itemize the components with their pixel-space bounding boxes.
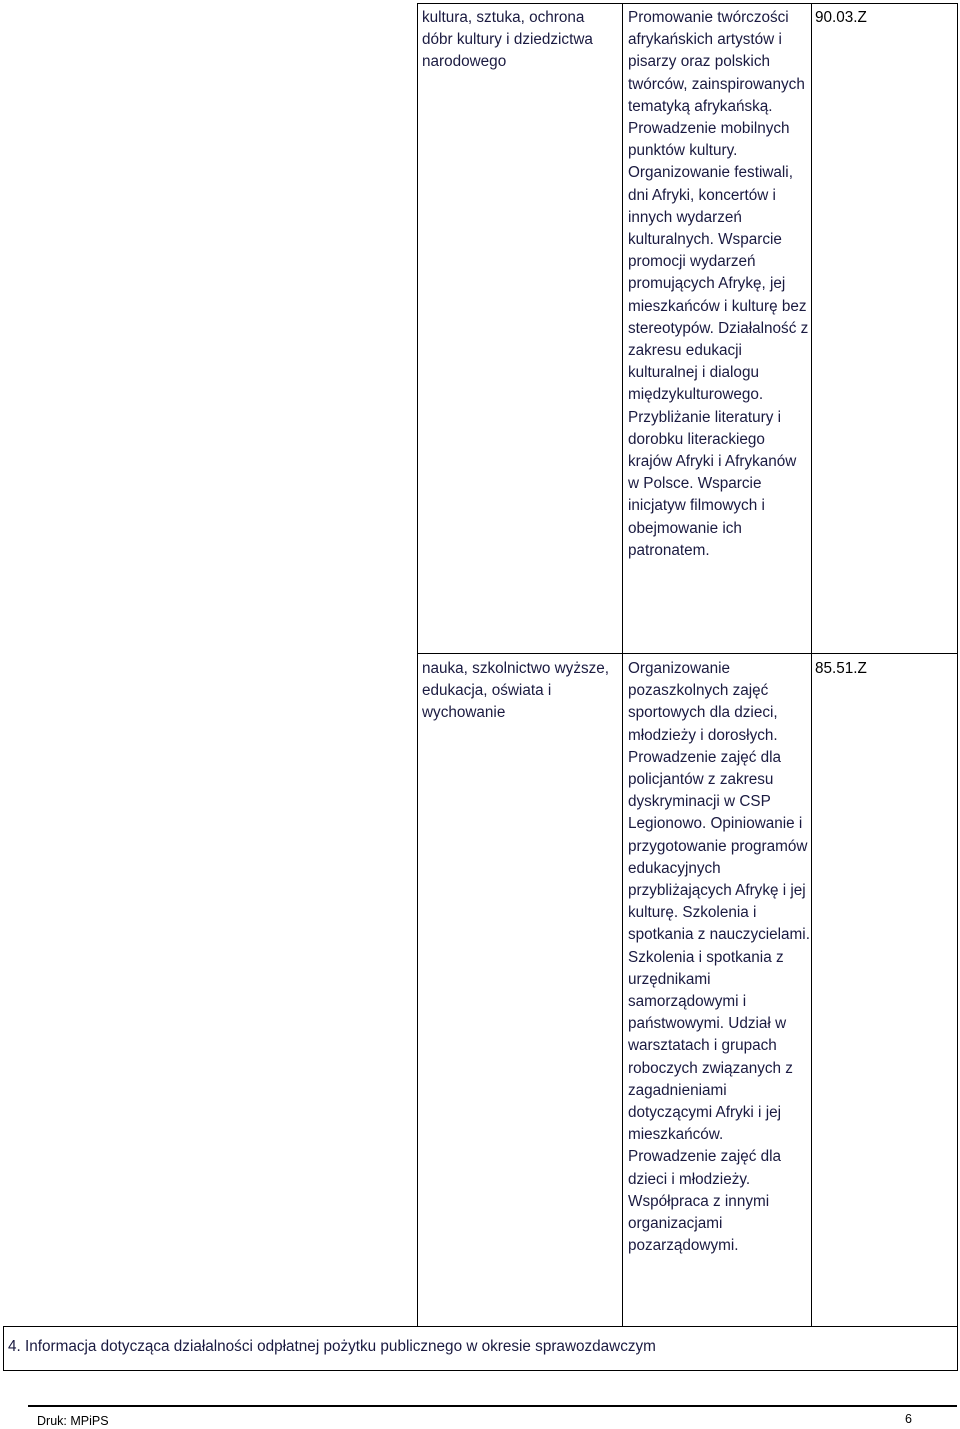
column-border-left xyxy=(417,3,418,1327)
table-top-border xyxy=(417,3,958,4)
footer-printer-label: Druk: MPiPS xyxy=(37,1414,109,1428)
section-box-left xyxy=(3,1326,4,1371)
column-border-area-desc xyxy=(622,3,623,1327)
row-2-description-cell: Organizowanie pozaszkolnych zajęć sportowych dla dzieci, młodzieży i dorosłych. Prowadzenie zajęć dla policjantów z zakresu dyskryminacji w CSP Legionowo. Opiniowanie i przygotowanie programów edukacyjnych przybliżających Afrykę i jej kulturę. Szkolenia i spotkania z nauczycielami. Szkolenia i spotkania z urzędnikami samorządowymi i państwowymi. Udział w warsztatach i grupach roboczych związanych z zagadnieniami dotyczącymi Afryki i jej mieszkańców. Prowadzenie zajęć dla dzieci i młodzieży. Współpraca z innymi organizacjami pozarządowymi. xyxy=(628,660,810,1255)
row-2-code-cell: 85.51.Z xyxy=(815,660,867,677)
row-1-description-cell: Promowanie twórczości afrykańskich artystów i pisarzy oraz polskich twórców, zainspirowanych tematyką afrykańską. Prowadzenie mobilnych punktów kultury. Organizowanie festiwali, dni Afryki, koncertów i innych wydarzeń kulturalnych. Wsparcie promocji wydarzeń promujących Afrykę, jej mieszkańców i kulturę bez stereotypów. Działalność z zakresu edukacji kulturalnej i dialogu międzykulturowego. Przybliżanie literatury i dorobku literackiego krajów Afryki i Afrykanów w Polsce. Wsparcie inicjatyw filmowych i obejmowanie ich patronatem. xyxy=(628,9,809,559)
footer-page-number: 6 xyxy=(905,1412,912,1426)
column-border-right xyxy=(957,3,958,1327)
row-divider xyxy=(417,653,958,654)
row-1-code-cell: 90.03.Z xyxy=(815,9,867,26)
row-2-area-cell: nauka, szkolnictwo wyższe, edukacja, oświata i wychowanie xyxy=(422,660,610,722)
footer-rule xyxy=(28,1405,957,1407)
section-4-title: 4. Informacja dotycząca działalności odpłatnej pożytku publicznego w okresie sprawozdawczym xyxy=(8,1338,656,1355)
section-box-top xyxy=(3,1326,958,1327)
section-box-right xyxy=(957,1326,958,1371)
column-border-desc-code xyxy=(811,3,812,1327)
row-1-area-cell: kultura, sztuka, ochrona dóbr kultury i dziedzictwa narodowego xyxy=(422,9,593,71)
section-box-bottom xyxy=(3,1370,958,1371)
